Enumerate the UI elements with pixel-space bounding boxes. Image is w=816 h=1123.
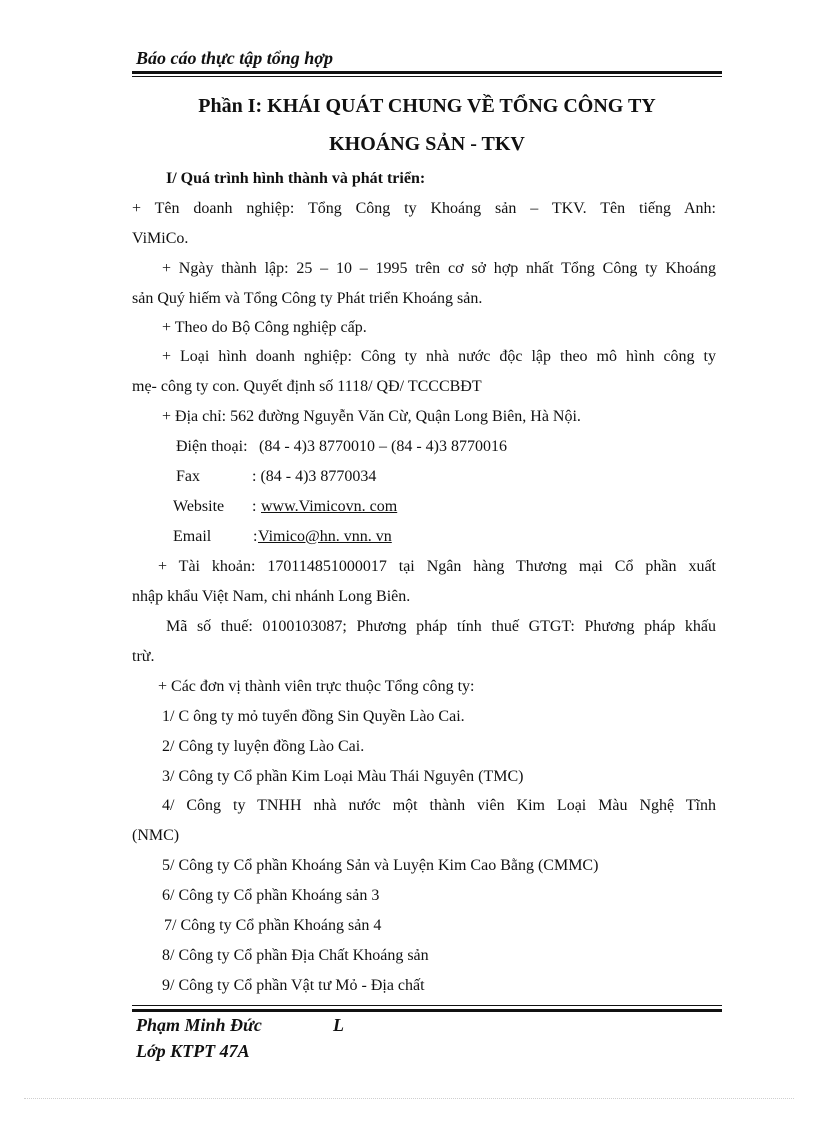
- members-intro: + Các đơn vị thành viên trực thuộc Tổng công ty:: [158, 678, 475, 695]
- website-link[interactable]: www.Vimicovn. com: [261, 498, 398, 515]
- member-item-5: 5/ Công ty Cổ phần Khoáng Sản và Luyện Kim Cao Bằng (CMMC): [162, 857, 599, 874]
- header-title: Báo cáo thực tập tổng hợp: [136, 48, 333, 68]
- member-item-4-line2: (NMC): [132, 827, 180, 844]
- member-item-6: 6/ Công ty Cổ phần Khoáng sản 3: [162, 887, 380, 904]
- phone-label: Điện thoại:: [176, 438, 248, 455]
- footer-class: Lớp KTPT 47A: [136, 1041, 250, 1061]
- tax-line2: trừ.: [132, 648, 155, 665]
- company-name-line2: ViMiCo.: [132, 230, 189, 247]
- fax-value: : (84 - 4)3 8770034: [252, 468, 377, 485]
- header-rule: [132, 71, 722, 74]
- part-title-line2: KHOÁNG SẢN - TKV: [329, 133, 525, 155]
- business-type-line1: + Loại hình doanh nghiệp: Công ty nhà nước độc lập theo mô hình công ty: [162, 348, 716, 365]
- website-label: Website: [173, 498, 225, 515]
- founded-line2: sản Quý hiếm và Tổng Công ty Phát triển Khoáng sản.: [132, 290, 483, 307]
- footer-author: Phạm Minh Đức: [136, 1015, 262, 1035]
- founded-line1: + Ngày thành lập: 25 – 10 – 1995 trên cơ sở hợp nhất Tổng Công ty Khoáng: [162, 260, 716, 277]
- member-item-9: 9/ Công ty Cổ phần Vật tư Mỏ - Địa chất: [162, 977, 425, 994]
- company-name-line1: + Tên doanh nghiệp: Tổng Công ty Khoáng sản – TKV. Tên tiếng Anh:: [132, 200, 716, 217]
- phone-value: (84 - 4)3 8770010 – (84 - 4)3 8770016: [259, 438, 507, 455]
- account-line2: nhập khẩu Việt Nam, chi nhánh Long Biên.: [132, 588, 411, 605]
- tax-line1: Mã số thuế: 0100103087; Phương pháp tính thuế GTGT: Phương pháp khấu: [166, 618, 716, 635]
- member-item-4-line1: 4/ Công ty TNHH nhà nước một thành viên Kim Loại Màu Nghệ Tĩnh: [162, 797, 716, 814]
- member-item-8: 8/ Công ty Cổ phần Địa Chất Khoáng sản: [162, 947, 429, 964]
- part-title-line1: Phần I: KHÁI QUÁT CHUNG VỀ TỔNG CÔNG TY: [198, 95, 656, 117]
- section-heading: I/ Quá trình hình thành và phát triển:: [166, 170, 426, 187]
- page-edge-divider: [24, 1098, 794, 1099]
- footer-rule: [132, 1009, 722, 1012]
- header-rule-thin: [132, 76, 722, 77]
- footer-page-mark: L: [333, 1015, 344, 1035]
- email-separator: :: [253, 528, 258, 545]
- address-line: + Địa chỉ: 562 đường Nguyễn Văn Cừ, Quận Long Biên, Hà Nội.: [162, 408, 581, 425]
- account-line1: + Tài khoản: 170114851000017 tại Ngân hàng Thương mại Cổ phần xuất: [158, 558, 716, 575]
- member-item-3: 3/ Công ty Cổ phần Kim Loại Màu Thái Nguyên (TMC): [162, 768, 524, 785]
- fax-label: Fax: [176, 468, 200, 485]
- footer-rule-thin: [132, 1005, 722, 1006]
- member-item-2: 2/ Công ty luyện đồng Lào Cai.: [162, 738, 365, 755]
- email-label: Email: [173, 528, 212, 545]
- business-type-line2: mẹ- công ty con. Quyết định số 1118/ QĐ/ TCCCBĐT: [132, 378, 482, 395]
- email-link[interactable]: Vimico@hn. vnn. vn: [258, 528, 392, 545]
- issuer-line: + Theo do Bộ Công nghiệp cấp.: [162, 319, 367, 336]
- website-separator: :: [252, 498, 257, 515]
- member-item-7: 7/ Công ty Cổ phần Khoáng sản 4: [164, 917, 382, 934]
- member-item-1: 1/ C ông ty mỏ tuyển đồng Sin Quyền Lào Cai.: [162, 708, 465, 725]
